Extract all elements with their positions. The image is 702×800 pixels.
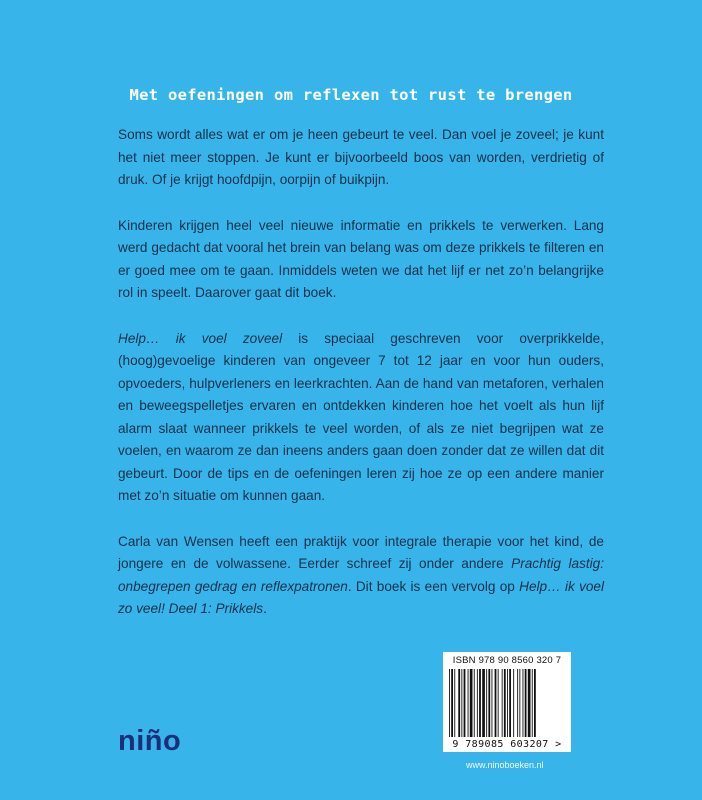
author-text-b: . Dit boek is een vervolg op bbox=[347, 578, 520, 594]
barcode-bar bbox=[451, 669, 453, 737]
barcode-bar bbox=[449, 669, 450, 737]
barcode-bar bbox=[477, 669, 478, 737]
paragraph-intro: Soms wordt alles wat er om je heen gebeurt te veel. Dan voel je zoveel; je kunt het niet meer stoppen. Je kunt er bijvoorbeeld boos van worden, verdrietig of druk. Of je krijgt hoofdpijn, oorpijn of buikpijn. bbox=[118, 127, 604, 187]
barcode-bar bbox=[495, 669, 497, 737]
barcode-bar bbox=[454, 669, 455, 737]
barcode-bar bbox=[492, 669, 493, 737]
barcode-bar bbox=[519, 669, 520, 737]
barcode-bars bbox=[449, 669, 565, 737]
barcode-bar bbox=[474, 669, 475, 737]
author-text-end: . bbox=[263, 601, 267, 616]
barcode-bar bbox=[486, 669, 487, 737]
earlier-book-title: Prachtig lastig: onbegrepen gedrag en reflexpatronen bbox=[118, 556, 604, 594]
barcode-bar bbox=[498, 669, 499, 737]
barcode-bar bbox=[464, 669, 466, 737]
barcode-bar bbox=[488, 669, 490, 737]
barcode-bar bbox=[461, 669, 462, 737]
barcode-bar bbox=[534, 669, 536, 737]
barcode-digits: 9 789085 603207 > bbox=[452, 739, 562, 750]
isbn-barcode bbox=[443, 652, 571, 752]
barcode-bar bbox=[509, 669, 511, 737]
barcode-bar bbox=[532, 669, 533, 737]
barcode-bar bbox=[470, 669, 473, 737]
paragraph-context: Kinderen krijgen heel veel nieuwe informatie en prikkels te verwerken. Lang werd gedacht dat vooral het brein van belang was om deze prikkels te filteren en er goed mee om te gaan. Inmiddels weten we dat het lijf er net zo’n belangrijke rol in speelt. Daarover gaat dit boek. bbox=[118, 217, 604, 300]
barcode-bar bbox=[468, 669, 469, 737]
barcode-bar bbox=[517, 669, 518, 737]
barcode-bar bbox=[528, 669, 531, 737]
author-text-a: Carla van Wensen heeft een praktijk voor integrale therapie voor het kind, de jongere en de volwassene. Eerder schreef zij onder andere bbox=[118, 533, 604, 571]
paragraph-about-book-text: is speciaal geschreven voor overprikkelde, (hoog)gevoelige kinderen van ongeveer 7 tot 12 jaar en voor hun ouders, opvoeders, hulpverleners en leerkrachten. Aan de hand van metaforen, verhalen en beweegspelletjes ervaren en ontdekken kinderen hoe het voelt als hun lijf alarm slaat wanneer prikkels te veel worden, of als ze niet begrijpen wat ze voelen, en waarom ze dan ineens anders gaan doen zonder dat ze willen dat dit gebeurt. Door de tips en de oefeningen leren zij hoe ze op een andere manier met zo’n situatie om kunnen gaan. bbox=[118, 330, 604, 503]
part-one-title: Help… ik voel zo veel! Deel 1: Prikkels bbox=[118, 578, 605, 616]
barcode-bar bbox=[479, 669, 481, 737]
back-cover-text bbox=[118, 124, 604, 644]
barcode-bar bbox=[507, 669, 508, 737]
barcode-bar bbox=[504, 669, 506, 737]
barcode-bar bbox=[525, 669, 527, 737]
barcode-bar bbox=[513, 669, 514, 737]
publisher-url: www.ninoboeken.nl bbox=[466, 760, 544, 770]
isbn-label: ISBN 978 90 8560 320 7 bbox=[452, 655, 562, 666]
book-title: Help… ik voel zoveel bbox=[118, 330, 283, 346]
barcode-bar bbox=[482, 669, 485, 737]
nino-logo: niño bbox=[118, 725, 182, 757]
barcode-bar bbox=[502, 669, 503, 737]
back-cover-subtitle: Met oefeningen om reflexen tot rust te brengen bbox=[129, 86, 573, 104]
paragraph-about-book bbox=[118, 328, 604, 508]
barcode-bar bbox=[458, 669, 460, 737]
barcode-bar bbox=[523, 669, 524, 737]
paragraph-author bbox=[118, 531, 604, 621]
